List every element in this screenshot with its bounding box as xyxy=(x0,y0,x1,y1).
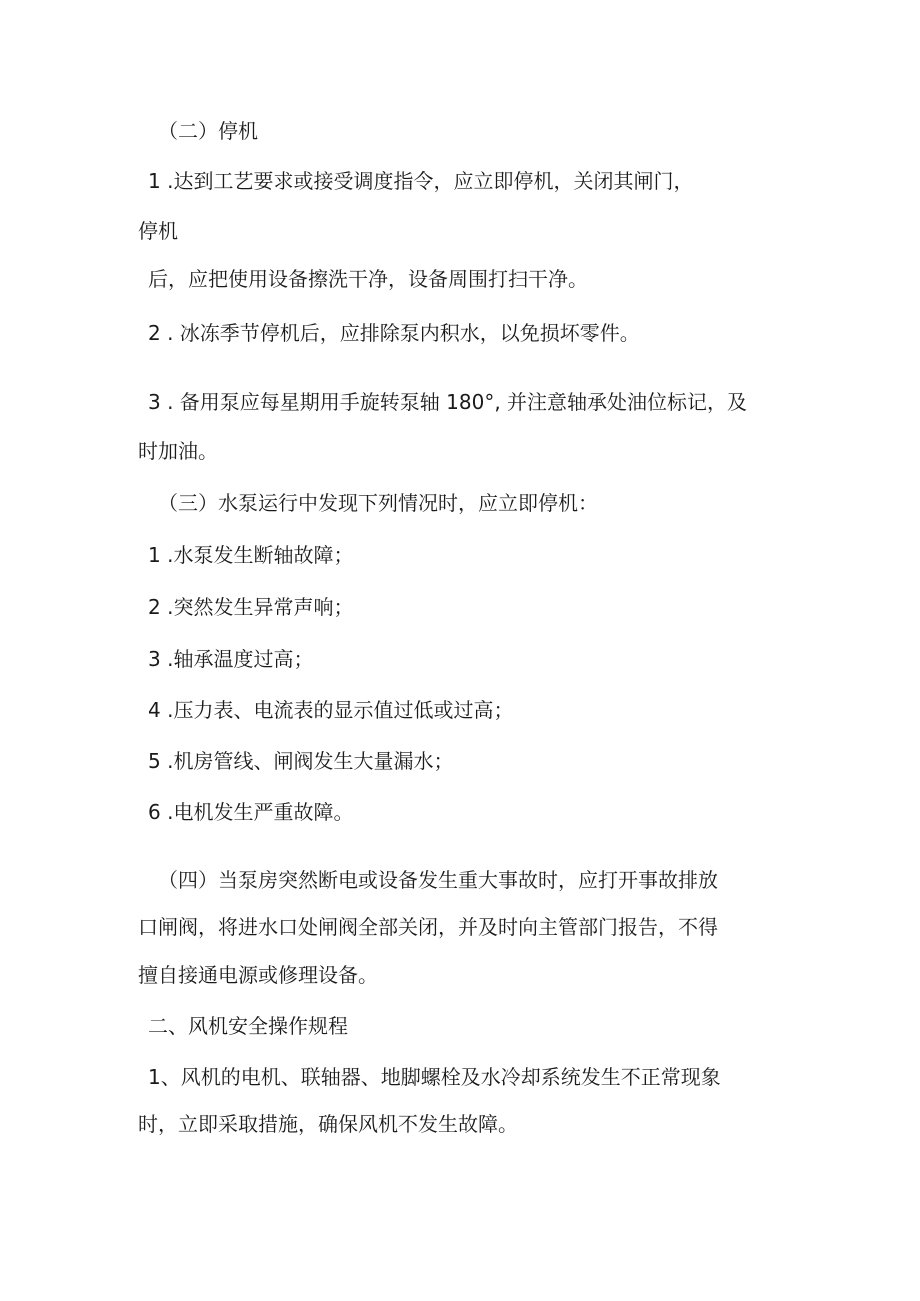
paragraph-line: 时，立即采取措施，确保风机不发生故障。 xyxy=(138,1112,518,1136)
list-item-3: 3 .轴承温度过高； xyxy=(148,647,314,671)
section-heading-stop-conditions: （三）水泵运行中发现下列情况时，应立即停机： xyxy=(158,491,598,515)
list-item-2: 2 . 冰冻季节停机后，应排除泵内积水，以免损坏零件。 xyxy=(148,321,640,345)
section-heading-fan-safety: 二、风机安全操作规程 xyxy=(148,1014,348,1038)
list-item-2: 2 .突然发生异常声响； xyxy=(148,595,354,619)
section-heading-shutdown: （二）停机 xyxy=(158,119,258,143)
list-item-3: 3 . 备用泵应每星期用手旋转泵轴 180°, 并注意轴承处油位标记，及 xyxy=(148,390,748,414)
list-item-1: 1、风机的电机、联轴器、地脚螺栓及水冷却系统发生不正常现象 xyxy=(148,1065,721,1089)
paragraph-line: 停机 xyxy=(138,219,178,243)
section-heading-power-failure: （四）当泵房突然断电或设备发生重大事故时，应打开事故排放 xyxy=(158,868,718,892)
paragraph-line: 时加油。 xyxy=(138,439,218,463)
list-item-1: 1 .水泵发生断轴故障； xyxy=(148,543,354,567)
list-item-5: 5 .机房管线、闸阀发生大量漏水； xyxy=(148,749,454,773)
paragraph-line: 后，应把使用设备擦洗干净，设备周围打扫干净。 xyxy=(148,267,588,291)
paragraph-line: 口闸阀，将进水口处闸阀全部关闭，并及时向主管部门报告，不得 xyxy=(138,915,718,939)
paragraph-line: 擅自接通电源或修理设备。 xyxy=(138,963,378,987)
list-item-6: 6 .电机发生严重故障。 xyxy=(148,800,354,824)
list-item-4: 4 .压力表、电流表的显示值过低或过高； xyxy=(148,698,514,722)
list-item-1: 1 .达到工艺要求或接受调度指令，应立即停机，关闭其闸门， xyxy=(148,169,694,193)
